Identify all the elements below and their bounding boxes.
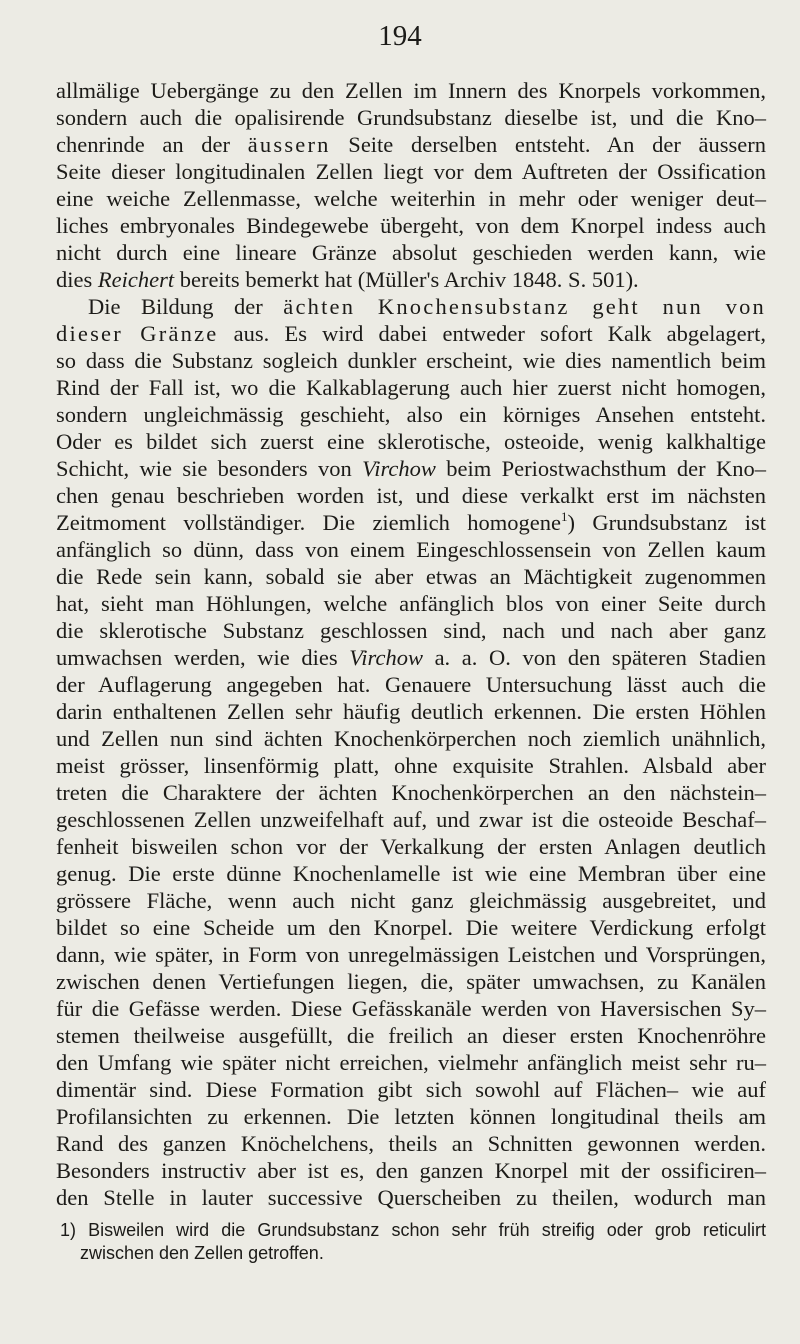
text-line: so dass die Substanz sogleich dunkler erscheint, wie dies namentlich beim (56, 348, 766, 373)
text-line: der Auflagerung angegeben hat. Genauere Untersuchung lässt auch die (56, 672, 766, 697)
text-line: nicht durch eine lineare Gränze absolut geschieden werden kann, wie (56, 240, 766, 265)
text-line: allmälige Uebergänge zu den Zellen im Innern des Knorpels vorkommen, (56, 78, 766, 103)
text-line: Rand des ganzen Knöchelchens, theils an Schnitten gewonnen werden. (56, 1131, 766, 1156)
text-line: den Stelle in lauter successive Querscheiben zu theilen, wodurch man (56, 1185, 766, 1210)
text-line: zwischen denen Vertiefungen liegen, die, später umwachsen, zu Kanälen (56, 969, 766, 994)
text-line: umwachsen werden, wie dies Virchow a. a. O. von den späteren Stadien (56, 645, 766, 670)
text-line: Zeitmoment vollständiger. Die ziemlich homogene$^1$) Grundsubstanz ist (56, 509, 766, 535)
emphasis-spaced: ächten Knochensubstanz geht nun von (283, 294, 766, 319)
text-line: Rind der Fall ist, wo die Kalkablagerung auch hier zuerst nicht homogen, (56, 375, 766, 400)
text-line: anfänglich so dünn, dass von einem Eingeschlossensein von Zellen kaum (56, 537, 766, 562)
text-line: treten die Charaktere der ächten Knochenkörperchen an den nächstein– (56, 780, 766, 805)
text-line: Schicht, wie sie besonders von Virchow beim Periostwachsthum der Kno– (56, 456, 767, 481)
text-line: liches embryonales Bindegewebe übergeht, von dem Knorpel indess auch (56, 213, 766, 238)
text-line: sondern ungleichmässig geschieht, also ein körniges Ansehen entsteht. (56, 402, 766, 427)
paragraph-start-line: Die Bildung der ächten Knochensubstanz geht nun von (88, 294, 766, 319)
text-line: hat, sieht man Höhlungen, welche anfänglich blos von einer Seite durch (56, 591, 766, 616)
emphasis-spaced: dieser Gränze (56, 321, 219, 346)
footnote-continuation: zwischen den Zellen getroffen. (80, 1243, 324, 1263)
text-line: chenrinde an der äussern Seite derselben entsteht. An der äussern (56, 132, 767, 157)
text-line: und Zellen nun sind ächten Knochenkörperchen noch ziemlich unähnlich, (56, 726, 766, 751)
author-reference: Virchow (349, 645, 423, 670)
text-line: genug. Die erste dünne Knochenlamelle ist wie eine Membran über eine (56, 861, 766, 886)
text-line: grössere Fläche, wenn auch nicht ganz gleichmässig ausgebreitet, und (56, 888, 766, 913)
emphasis-spaced: äussern (247, 132, 331, 157)
text-line: fenheit bisweilen schon vor der Verkalkung der ersten Anlagen deutlich (56, 834, 766, 859)
text-line: bildet so eine Scheide um den Knorpel. Die weitere Verdickung erfolgt (56, 915, 766, 940)
text-line: Oder es bildet sich zuerst eine sklerotische, osteoide, wenig kalkhaltige (56, 429, 766, 454)
footnote: 1) Bisweilen wird die Grundsubstanz schon sehr früh streifig oder grob reticulirt (60, 1220, 766, 1240)
text-line: die sklerotische Substanz geschlossen sind, nach und nach aber ganz (56, 618, 766, 643)
text-line: dies Reichert bereits bemerkt hat (Müller's Archiv 1848. S. 501). (56, 267, 639, 292)
text-line: für die Gefässe werden. Diese Gefässkanäle werden von Haversischen Sy– (56, 996, 766, 1021)
text-line: Seite dieser longitudinalen Zellen liegt vor dem Auftreten der Ossification (56, 159, 766, 184)
footnote-marker: 1 (561, 509, 568, 524)
author-reference: Reichert (97, 267, 175, 292)
text-line: chen genau beschrieben worden ist, und diese verkalkt erst im nächsten (56, 483, 766, 508)
text-line: den Umfang wie später nicht erreichen, vielmehr anfänglich meist sehr ru– (56, 1050, 766, 1075)
text-line: dimentär sind. Diese Formation gibt sich sowohl auf Flächen– wie auf (56, 1077, 766, 1102)
text-line: meist grösser, linsenförmig platt, ohne exquisite Strahlen. Alsbald aber (56, 753, 766, 778)
text-line: geschlossenen Zellen unzweifelhaft auf, und zwar ist die osteoide Beschaf– (56, 807, 766, 832)
text-line: eine weiche Zellenmasse, welche weiterhin in mehr oder weniger deut– (56, 186, 766, 211)
text-line: die Rede sein kann, sobald sie aber etwas an Mächtigkeit zugenommen (56, 564, 766, 589)
page-number: 194 (378, 20, 422, 52)
text-line: dieser Gränze aus. Es wird dabei entweder sofort Kalk abgelagert, (56, 321, 766, 346)
text-line: darin enthaltenen Zellen sehr häufig deutlich erkennen. Die ersten Höhlen (56, 699, 766, 724)
text-line: Besonders instructiv aber ist es, den ganzen Knorpel mit der ossificiren– (56, 1158, 766, 1183)
text-line: dann, wie später, in Form von unregelmässigen Leistchen und Vorsprüngen, (56, 942, 766, 967)
author-reference: Virchow (362, 456, 436, 481)
text-line: stemen theilweise ausgefüllt, die freilich an dieser ersten Knochenröhre (56, 1023, 766, 1048)
text-line: sondern auch die opalisirende Grundsubstanz dieselbe ist, und die Kno– (56, 105, 766, 130)
text-line: Profilansichten zu erkennen. Die letzten können longitudinal theils am (56, 1104, 766, 1129)
